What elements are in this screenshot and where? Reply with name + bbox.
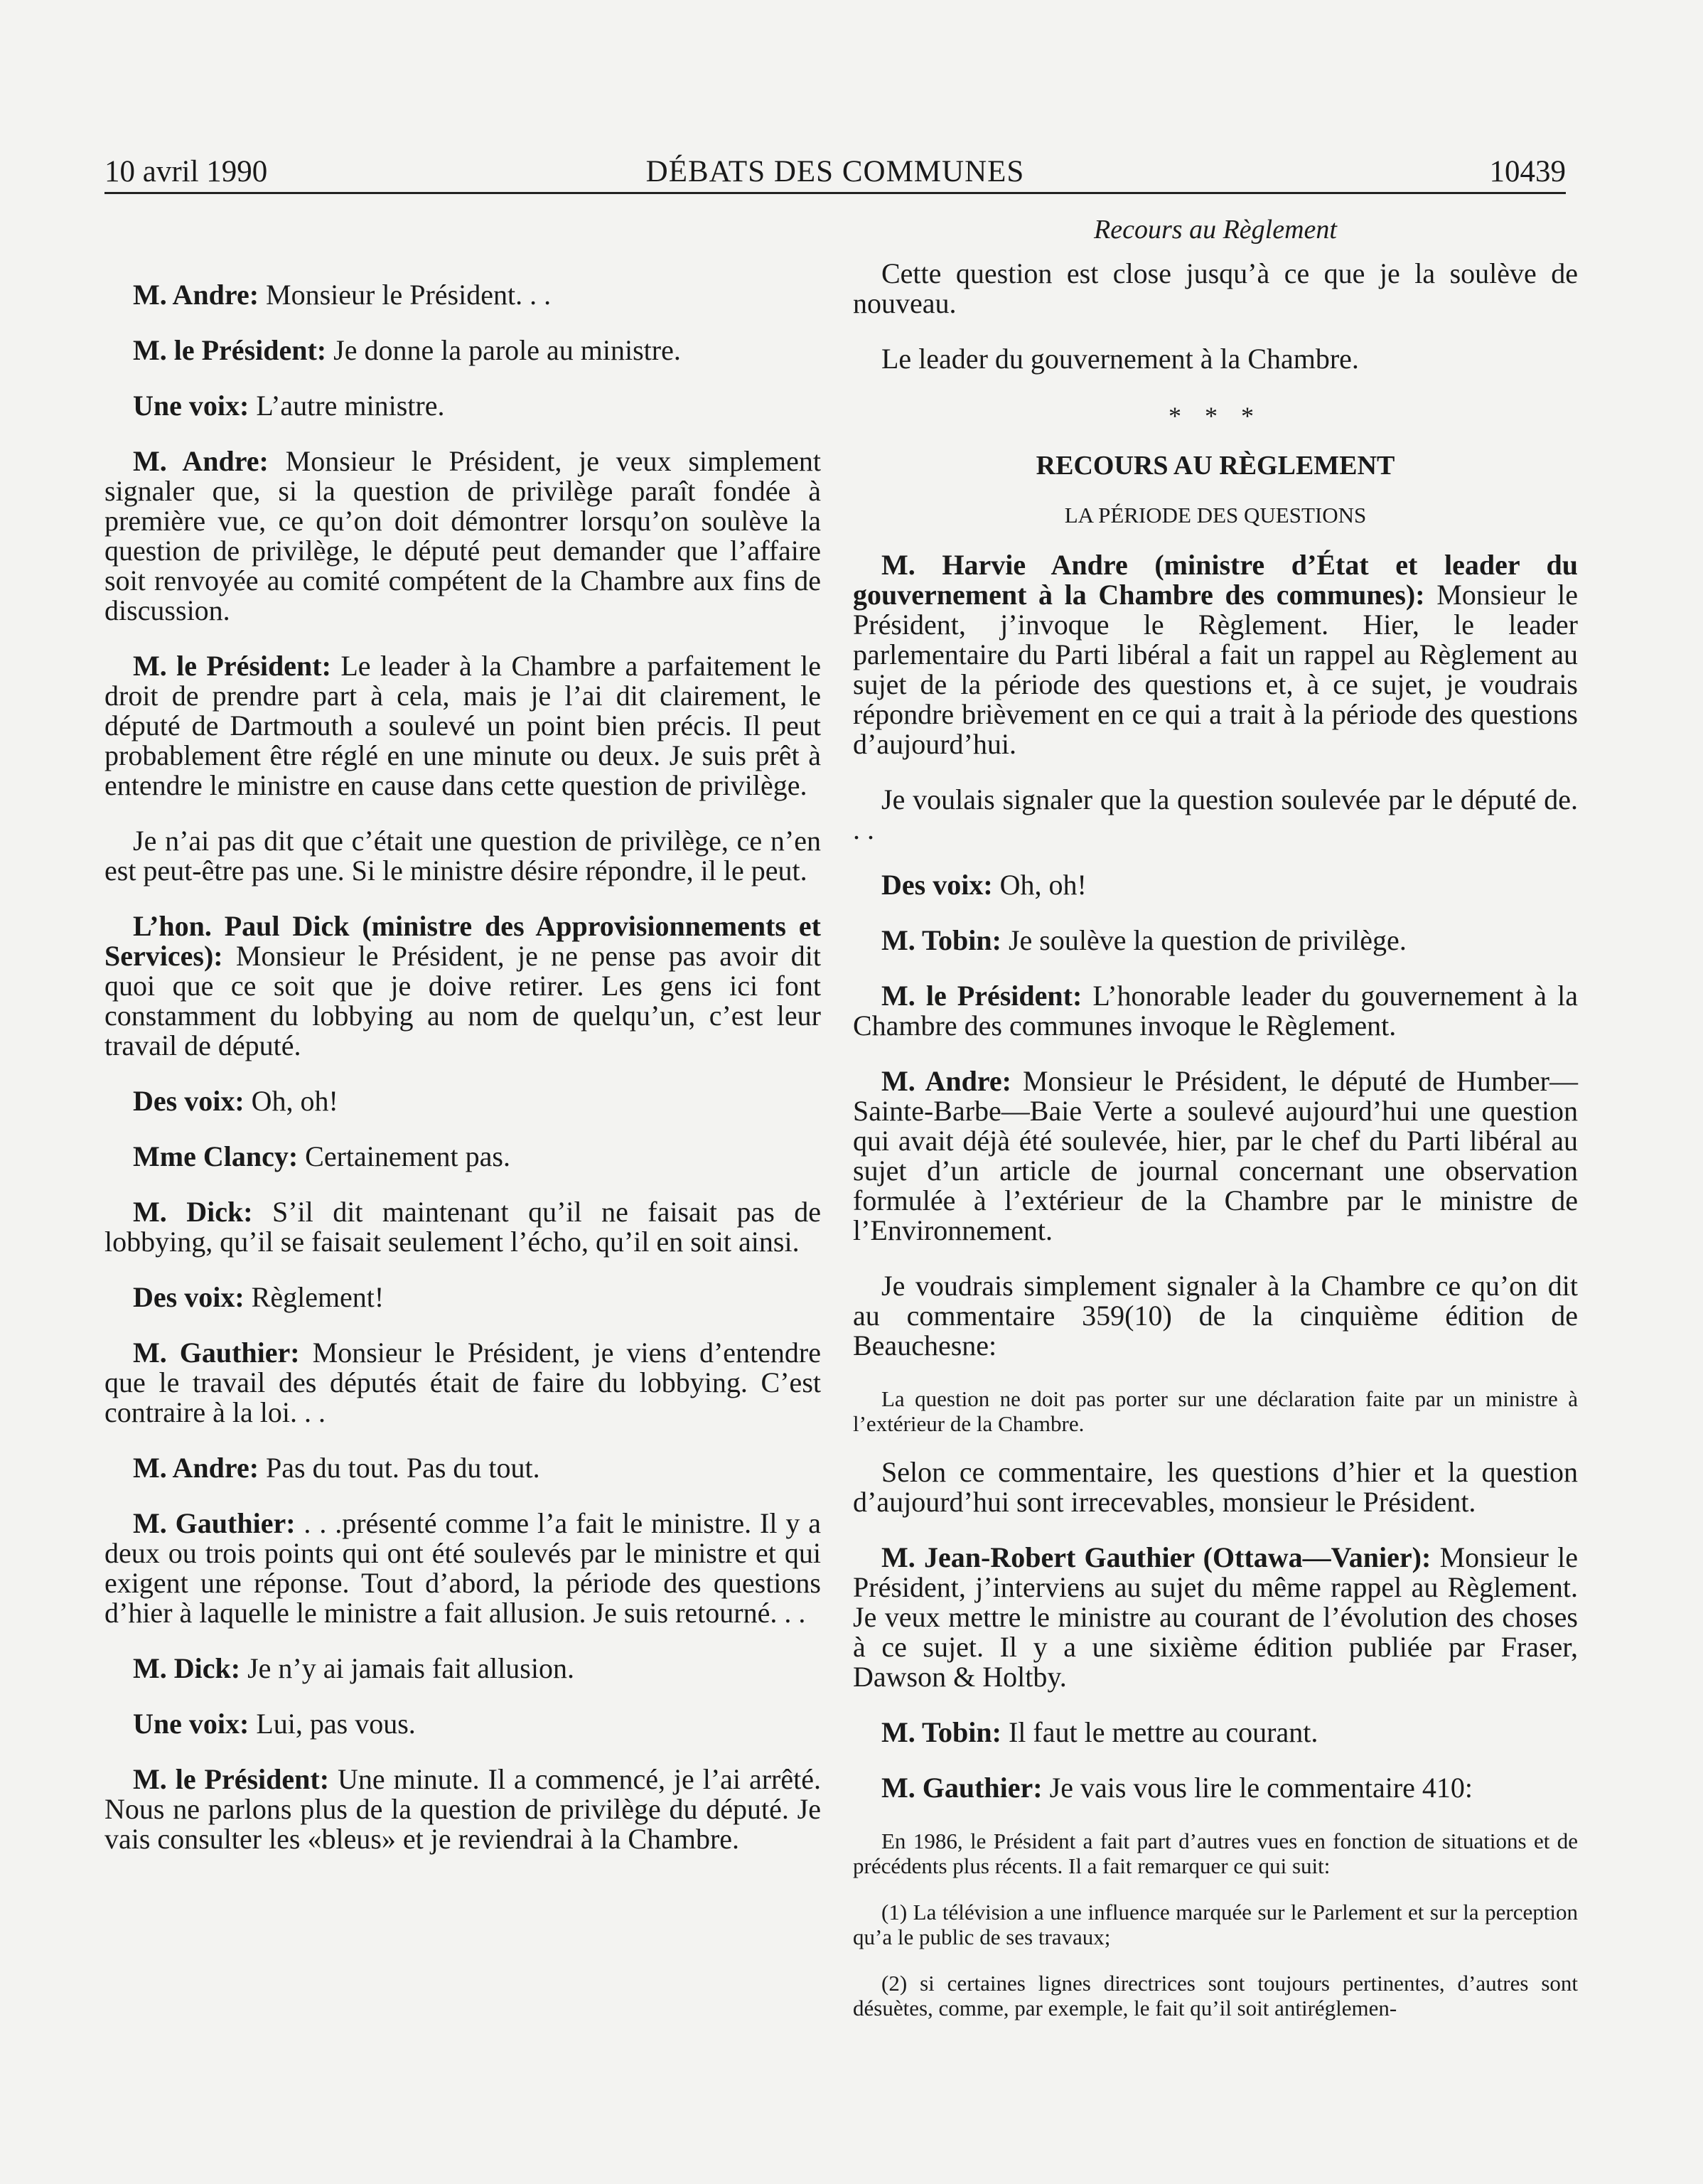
speech-paragraph xyxy=(104,911,821,1061)
speech-paragraph xyxy=(104,1283,821,1312)
speech-text: . . .présenté comme l’a fait le ministre. Il y a deux ou trois points qui ont été soulevés par le ministre et qui exigent une réponse. Tout d’abord, la période des questions d’hier à laquelle le ministre a fait allusion. Je suis retourné. . . xyxy=(104,1507,821,1629)
speech-paragraph xyxy=(853,550,1578,759)
speech-text: Monsieur le Président, je viens d’entendre que le travail des députés était de faire du lobbying. C’est contraire à la loi. . . xyxy=(104,1337,821,1428)
section-subheading: LA PÉRIODE DES QUESTIONS xyxy=(1064,503,1367,528)
speech-text: Lui, pas vous. xyxy=(256,1708,416,1740)
speaker-name: Une voix: xyxy=(133,390,249,422)
speaker-name: M. Gauthier: xyxy=(881,1772,1043,1804)
speech-paragraph xyxy=(104,391,821,421)
speech-paragraph xyxy=(853,1543,1578,1692)
speech-paragraph xyxy=(853,981,1578,1041)
speaker-name: M. Gauthier: xyxy=(133,1337,300,1369)
speech-text: Une minute. Il a commencé, je l’ai arrêté. Nous ne parlons plus de la question de privilège du député. Je vais consulter les «bleus» et je reviendrai à la Chambre. xyxy=(104,1763,821,1855)
commentary-quotes xyxy=(853,1829,1578,2020)
speech-paragraph xyxy=(104,1086,821,1116)
speech-paragraph xyxy=(104,1197,821,1257)
speech-text: Cette question est close jusqu’à ce que je la soulève de nouveau. xyxy=(853,257,1578,319)
speech-paragraph xyxy=(853,926,1578,956)
right-top-paragraphs xyxy=(853,259,1578,374)
speaker-name: M. Andre: xyxy=(881,1065,1011,1097)
speech-text: Monsieur le Président, j’invoque le Règlement. Hier, le leader parlementaire du Parti libéral a fait un rappel au Règlement au sujet de la période des questions et, à ce sujet, je voudrais répondre brièvement en ce qui a trait à la période des questions d’aujourd’hui. xyxy=(853,579,1579,760)
speech-paragraph xyxy=(104,446,821,626)
quoted-commentary: (1) La télévision a une influence marquée sur le Parlement et sur la perception qu’a le public de ses travaux; xyxy=(853,1900,1578,1949)
speech-text: Le leader à la Chambre a parfaitement le droit de prendre part à cela, mais je l’ai dit clairement, le député de Dartmouth a soulevé un point bien précis. Il peut probablement être réglé en une minute ou deux. Je suis prêt à entendre le ministre en cause dans cette question de privilège. xyxy=(104,650,821,801)
speaker-name: M. le Président: xyxy=(133,1763,330,1795)
speech-paragraph xyxy=(104,1709,821,1739)
speech-text: Il faut le mettre au courant. xyxy=(1008,1716,1318,1748)
section-rubric: Recours au Règlement xyxy=(1094,215,1337,245)
speech-text: S’il dit maintenant qu’il ne faisait pas de lobbying, qu’il se faisait seulement l’écho, qu’il en soit ainsi. xyxy=(104,1196,821,1258)
speech-paragraph xyxy=(104,280,821,310)
speaker-name: Des voix: xyxy=(133,1281,245,1313)
speaker-name: Une voix: xyxy=(133,1708,249,1740)
speech-text: Oh, oh! xyxy=(999,869,1087,901)
speech-paragraph xyxy=(853,1773,1578,1803)
speech-text: Règlement! xyxy=(251,1281,385,1313)
speech-paragraph xyxy=(104,336,821,365)
speech-paragraph xyxy=(104,1509,821,1628)
speech-text: Je soulève la question de privilège. xyxy=(1008,924,1407,956)
speaker-name: Des voix: xyxy=(133,1085,245,1117)
speaker-name: M. Gauthier: xyxy=(133,1507,296,1539)
running-head xyxy=(104,152,1566,194)
quoted-commentary: En 1986, le Président a fait part d’autres vues en fonction de situations et de précédents plus récents. Il a fait remarquer ce qui suit: xyxy=(853,1829,1578,1878)
block-quote: La question ne doit pas porter sur une déclaration faite par un ministre à l’extérieur de la Chambre. xyxy=(853,1386,1578,1436)
speech-text: Monsieur le Président, j’interviens au sujet du même rappel au Règlement. Je veux mettre le ministre au courant de l’évolution des choses à ce sujet. Il y a une sixième édition publiée par Fraser, Dawson & Holtby. xyxy=(853,1541,1579,1693)
speech-paragraph xyxy=(104,651,821,801)
quoted-commentary: (2) si certaines lignes directrices sont toujours pertinentes, d’autres sont désuètes, comme, par exemple, le fait qu’il soit antiréglemen- xyxy=(853,1971,1578,2020)
section-heading: RECOURS AU RÈGLEMENT xyxy=(1036,451,1395,481)
section-separator: * * * xyxy=(1169,402,1262,430)
speech-text: Je vais vous lire le commentaire 410: xyxy=(1049,1772,1473,1804)
speech-paragraph xyxy=(853,344,1578,374)
speech-text: Je donne la parole au ministre. xyxy=(333,334,681,366)
speech-text: Je voulais signaler que la question soulevée par le député de. . . xyxy=(853,783,1578,845)
speech-paragraph xyxy=(853,1066,1578,1246)
speech-paragraph xyxy=(853,870,1578,900)
speech-text: Je n’y ai jamais fait allusion. xyxy=(247,1652,574,1684)
header-page-number: 10439 xyxy=(1489,155,1566,188)
speech-paragraph xyxy=(853,1271,1578,1361)
speaker-name: M. le Président: xyxy=(881,980,1082,1012)
speech-text: Pas du tout. Pas du tout. xyxy=(266,1452,540,1484)
right-body-a xyxy=(853,550,1578,1361)
header-date: 10 avril 1990 xyxy=(104,155,268,188)
speaker-name: M. Dick: xyxy=(133,1652,241,1684)
speaker-name: M. Andre: xyxy=(133,1452,259,1484)
speaker-name: M. le Président: xyxy=(133,334,327,366)
right-body-b xyxy=(853,1457,1578,1803)
speech-text: L’honorable leader du gouvernement à la Chambre des communes invoque le Règlement. xyxy=(853,980,1578,1042)
speaker-name: L’hon. Paul Dick (ministre des Approvisionnements et Services): xyxy=(104,910,821,972)
speech-text: Monsieur le Président. . . xyxy=(266,279,552,311)
speech-text: Monsieur le Président, je veux simplement signaler que, si la question de privilège paraît fondée à première vue, ce qu’on doit démontrer lorsqu’on soulève la question de privilège, le député peut demander que l’affaire soit renvoyée au comité compétent de la Chambre aux fins de discussion. xyxy=(104,445,822,626)
speech-paragraph xyxy=(104,1142,821,1172)
speaker-name: M. Tobin: xyxy=(881,924,1001,956)
speech-text: Monsieur le Président, le député de Humber—Sainte-Barbe—Baie Verte a soulevé aujourd’hui une question qui avait déjà été soulevée, hier, par le chef du Parti libéral au sujet d’un article de journal concernant une observation formulée à l’extérieur de la Chambre par le ministre de l’Environnement. xyxy=(853,1065,1579,1246)
left-column xyxy=(104,280,821,1880)
speaker-name: M. Andre: xyxy=(133,445,269,477)
header-title: DÉBATS DES COMMUNES xyxy=(645,155,1025,188)
speech-paragraph xyxy=(104,1453,821,1483)
speech-text: Le leader du gouvernement à la Chambre. xyxy=(881,343,1359,375)
speech-text: Certainement pas. xyxy=(305,1140,510,1172)
speaker-name: Des voix: xyxy=(881,869,993,901)
speech-text: Selon ce commentaire, les questions d’hier et la question d’aujourd’hui sont irrecevables, monsieur le Président. xyxy=(853,1456,1578,1518)
speaker-name: M. Harvie Andre (ministre d’État et leader du gouvernement à la Chambre des communes): xyxy=(853,549,1578,611)
speech-text: Je n’ai pas dit que c’était une question de privilège, ce n’en est peut-être pas une. Si le ministre désire répondre, il le peut. xyxy=(104,825,821,887)
speech-text: L’autre ministre. xyxy=(256,390,445,422)
speaker-name: M. Dick: xyxy=(133,1196,253,1228)
right-column xyxy=(853,206,1578,2042)
speech-paragraph xyxy=(104,1338,821,1428)
speaker-name: M. le Président: xyxy=(133,650,331,682)
speech-paragraph xyxy=(853,1457,1578,1517)
speech-text: Monsieur le Président, je ne pense pas avoir dit quoi que ce soit que je doive retirer. Les gens ici font constamment du lobbying au nom de quelqu’un, c’est leur travail de député. xyxy=(104,940,822,1061)
speaker-name: M. Andre: xyxy=(133,279,259,311)
speech-paragraph xyxy=(104,826,821,886)
speech-paragraph xyxy=(853,785,1578,845)
speech-text: Oh, oh! xyxy=(251,1085,338,1117)
speech-paragraph xyxy=(104,1654,821,1684)
speech-paragraph xyxy=(104,1765,821,1854)
speech-text: Je voudrais simplement signaler à la Chambre ce qu’on dit au commentaire 359(10) de la cinquième édition de Beauchesne: xyxy=(853,1270,1578,1361)
speaker-name: M. Jean-Robert Gauthier (Ottawa—Vanier): xyxy=(881,1541,1431,1573)
speech-paragraph xyxy=(853,1718,1578,1747)
speech-paragraph xyxy=(853,259,1578,318)
speaker-name: Mme Clancy: xyxy=(133,1140,299,1172)
speaker-name: M. Tobin: xyxy=(881,1716,1001,1748)
